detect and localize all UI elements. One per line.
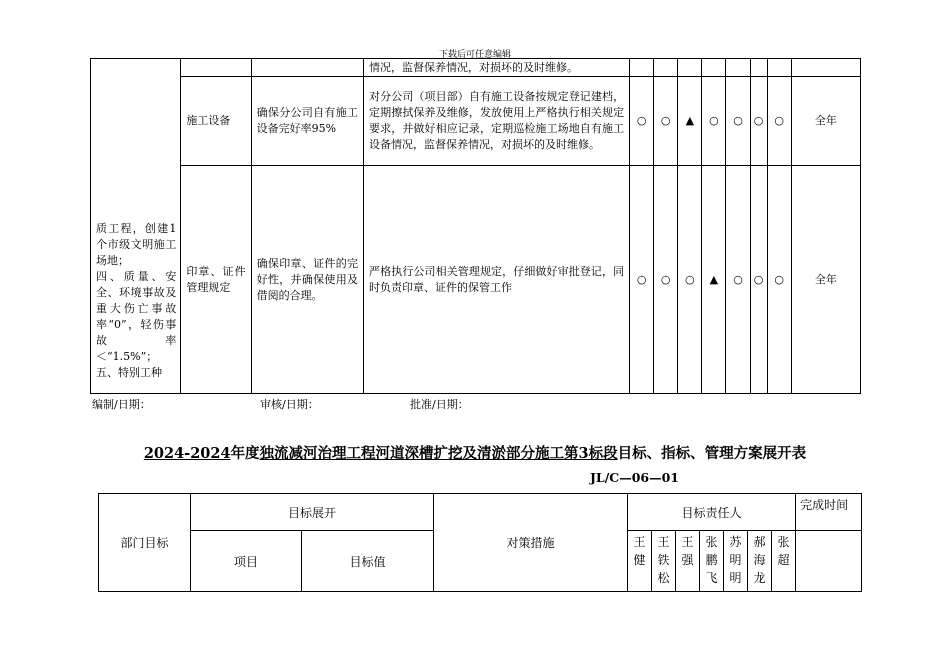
item-cell: 印章、证件管理规定 [181, 166, 251, 394]
responsible-name: 张鹏飞 [700, 531, 724, 592]
responsible-header: 目标责任人 [628, 494, 796, 531]
target-value-header: 目标值 [302, 531, 434, 592]
table-row [99, 494, 862, 531]
target-cell [251, 59, 363, 77]
responsible-name: 郝海龙 [748, 531, 772, 592]
measures-header: 对策措施 [434, 494, 628, 592]
mark-cell: ○ [750, 166, 767, 394]
item-header: 项目 [191, 531, 302, 592]
doc-code: JL/C—06—01 [590, 470, 680, 485]
title-year: 2024-2024 [143, 445, 231, 462]
completion-cell [796, 531, 862, 592]
mark-cell: ○ [726, 166, 750, 394]
plan-table-header [98, 493, 862, 592]
table-row [91, 77, 861, 166]
dept-goal-header: 部门目标 [99, 494, 191, 592]
responsible-name: 张超 [772, 531, 796, 592]
mark-cell: ○ [702, 77, 726, 166]
mark-cell: ○ [630, 77, 654, 166]
sign-approve: 批准/日期： [410, 398, 469, 411]
mark-cell: ○ [767, 77, 791, 166]
title-year-suffix: 年度 [230, 445, 260, 462]
mark-cell [678, 59, 702, 77]
mark-cell: ○ [726, 77, 750, 166]
title-project: 独流减河治理工程河道深槽扩挖及清淤部分施工第3标段 [259, 445, 618, 462]
completion-header: 完成时间 [796, 494, 862, 531]
target-cell: 确保印章、证件的完好性，并确保使用及借阅的合理。 [251, 166, 363, 394]
goal-expand-header: 目标展开 [191, 494, 434, 531]
measure-cell: 对分公司（项目部）自有施工设备按规定登记建档，定期擦拭保养及维修，发放使用上严格执行相关规定要求，并做好相应记录，定期巡检施工场地自有施工设备情况，监督保养情况，对损坏的及时维修。 [364, 77, 630, 166]
item-cell [181, 59, 251, 77]
time-cell: 全年 [791, 77, 860, 166]
measure-cell: 严格执行公司相关管理规定，仔细做好审批登记，同时负责印章、证件的保管工作 [364, 166, 630, 394]
mark-cell: ○ [750, 77, 767, 166]
item-cell: 施工设备 [181, 77, 251, 166]
mark-cell: ○ [654, 166, 678, 394]
mark-cell: ○ [654, 77, 678, 166]
mark-cell [750, 59, 767, 77]
mark-cell: ▲ [678, 77, 702, 166]
sign-compile: 编制/日期： [92, 398, 151, 411]
dept-goal-cell [91, 59, 181, 394]
mark-cell [654, 59, 678, 77]
dept-goal-text: 质工程，创建1个市级文明施工场地； 四、质量、安全、环境事故及重大伤亡事故率“0”，轻伤事故率＜“1.5%”； 五、特别工种 [96, 222, 177, 379]
header-note: 下载后可任意编辑 [438, 50, 511, 60]
responsible-name: 王铁松 [652, 531, 676, 592]
plan-table-continuation [90, 58, 861, 394]
title-suffix: 目标、指标、管理方案展开表 [617, 445, 807, 462]
measure-cell: 情况，监督保养情况，对损坏的及时维修。 [364, 59, 630, 77]
table-row [91, 166, 861, 394]
time-cell [791, 59, 860, 77]
mark-cell [726, 59, 750, 77]
mark-cell [767, 59, 791, 77]
responsible-name: 苏明明 [724, 531, 748, 592]
mark-cell: ○ [678, 166, 702, 394]
document-title [0, 442, 950, 463]
mark-cell [630, 59, 654, 77]
time-cell: 全年 [791, 166, 860, 394]
mark-cell: ○ [767, 166, 791, 394]
mark-cell: ○ [630, 166, 654, 394]
mark-cell [702, 59, 726, 77]
responsible-name: 王强 [676, 531, 700, 592]
table-row [91, 59, 861, 77]
target-cell: 确保分公司自有施工设备完好率95% [251, 77, 363, 166]
sign-review: 审核/日期： [260, 398, 319, 411]
mark-cell: ▲ [702, 166, 726, 394]
responsible-name: 王健 [628, 531, 652, 592]
